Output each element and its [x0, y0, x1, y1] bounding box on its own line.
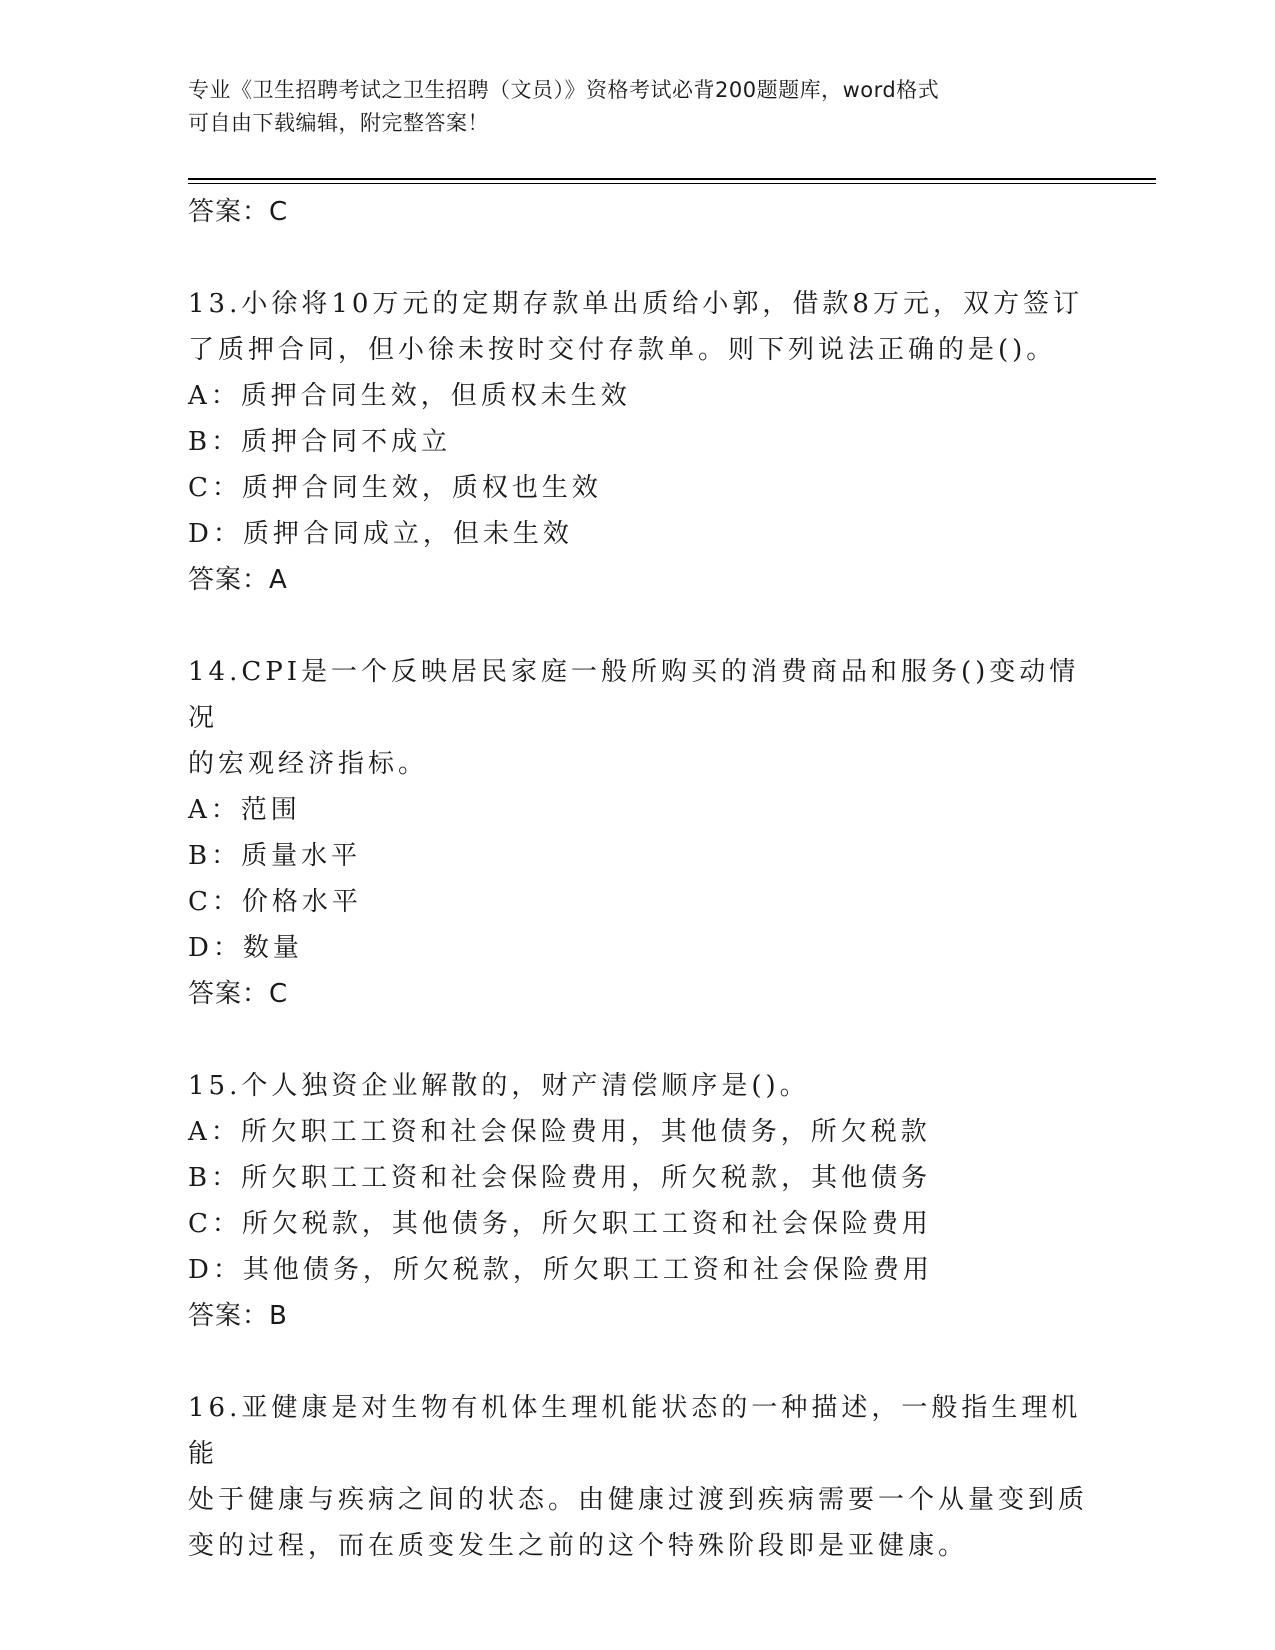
question-stem-line: 16.亚健康是对生物有机体生理机能状态的一种描述，一般指生理机能	[188, 1393, 1082, 1469]
document-header	[188, 74, 1068, 140]
answer: 答案：A	[188, 565, 288, 595]
header-rule-thick	[188, 178, 1156, 180]
question-16	[188, 1385, 1088, 1569]
question-stem-line: 处于健康与疾病之间的状态。由健康过渡到疾病需要一个从量变到质	[188, 1485, 1089, 1515]
option-b: B：所欠职工工资和社会保险费用，所欠税款，其他债务	[188, 1163, 932, 1193]
question-stem-line: 14.CPI是一个反映居民家庭一般所购买的消费商品和服务()变动情况	[188, 657, 1080, 733]
question-stem-line: 变的过程，而在质变发生之前的这个特殊阶段即是亚健康。	[188, 1531, 969, 1561]
question-stem-line: 15.个人独资企业解散的，财产清偿顺序是()。	[188, 1071, 810, 1101]
question-stem-line: 了质押合同，但小徐未按时交付存款单。则下列说法正确的是()。	[188, 335, 1057, 365]
option-d: D：数量	[188, 933, 303, 963]
document-body	[188, 189, 1088, 1569]
option-c: C：所欠税款，其他债务，所欠职工工资和社会保险费用	[188, 1209, 932, 1239]
option-a: A：范围	[188, 795, 301, 825]
option-c: C：质押合同生效，质权也生效	[188, 473, 602, 503]
question-14	[188, 649, 1088, 1017]
option-b: B：质量水平	[188, 841, 362, 871]
option-a: A：所欠职工工资和社会保险费用，其他债务，所欠税款	[188, 1117, 931, 1147]
option-d: D：质押合同成立，但未生效	[188, 519, 573, 549]
question-stem-line: 的宏观经济指标。	[188, 749, 429, 779]
question-stem-line: 13.小徐将10万元的定期存款单出质给小郭，借款8万元，双方签订	[188, 289, 1083, 319]
option-d: D：其他债务，所欠税款，所欠职工工资和社会保险费用	[188, 1255, 933, 1285]
option-a: A：质押合同生效，但质权未生效	[188, 381, 631, 411]
question-13	[188, 281, 1088, 603]
previous-answer: 答案：C	[188, 197, 289, 227]
answer: 答案：B	[188, 1301, 288, 1331]
option-c: C：价格水平	[188, 887, 362, 917]
header-rule-thin	[188, 183, 1156, 184]
answer: 答案：C	[188, 979, 289, 1009]
question-15	[188, 1063, 1088, 1339]
header-line-2: 可自由下载编辑，附完整答案！	[188, 111, 489, 135]
option-b: B：质押合同不成立	[188, 427, 452, 457]
header-line-1: 专业《卫生招聘考试之卫生招聘（文员）》资格考试必背200题题库，word格式	[188, 78, 940, 102]
